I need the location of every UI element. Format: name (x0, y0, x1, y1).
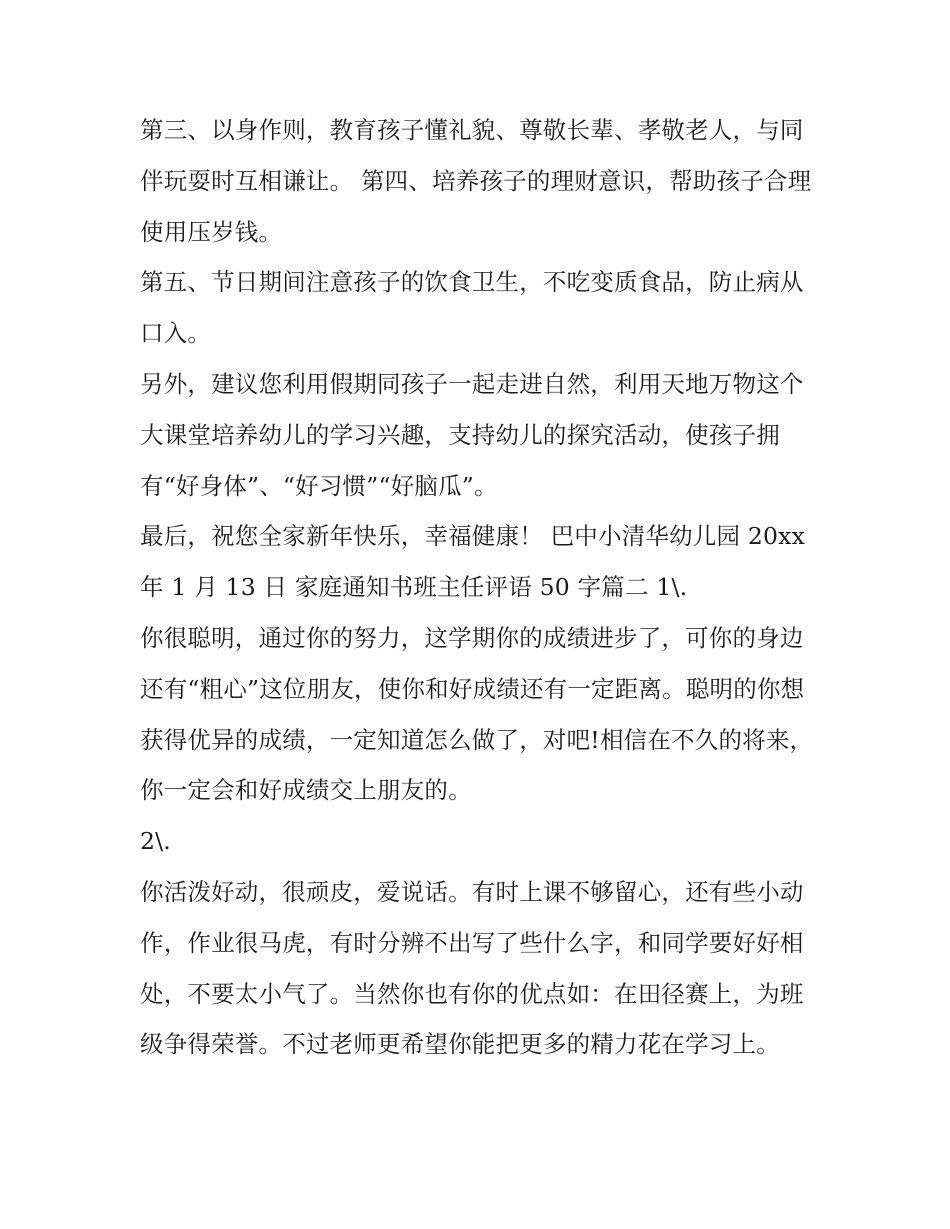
paragraph-manners-finance: 第三、以身作则，教育孩子懂礼貌、尊敬长辈、孝敬老人，与同伴玩耍时互相谦让。 第四、培养孩子的理财意识，帮助孩子合理使用压岁钱。 (140, 116, 812, 246)
paragraph-number-2: 2\. (140, 827, 171, 856)
paragraph-food-hygiene: 第五、节日期间注意孩子的饮食卫生，不吃变质食品，防止病从口入。 (140, 268, 804, 348)
document-page (140, 105, 820, 1070)
paragraph-comment-2: 你活泼好动，很顽皮，爱说话。有时上课不够留心，还有些小动作，作业很马虎，有时分辨不出写了些什么字，和同学要好好相处，不要太小气了。当然你也有你的优点如：在田径赛上，为班级争得荣誉。不过老师更希望你能把更多的精力花在学习上。 (140, 877, 804, 1059)
paragraph-nature-learning: 另外，建议您利用假期同孩子一起走进自然，利用天地万物这个大课堂培养幼儿的学习兴趣，支持幼儿的探究活动，使孩子拥有“好身体”、“好习惯”“好脑瓜”。 (140, 369, 804, 500)
paragraph-closing-signature: 最后，祝您全家新年快乐，幸福健康！ 巴中小清华幼儿园 20xx 年 1 月 13 日 家庭通知书班主任评语 50 字篇二 1\. (140, 522, 806, 602)
paragraph-comment-1: 你很聪明，通过你的努力，这学期你的成绩进步了，可你的身边还有“粗心”这位朋友，使你和好成绩还有一定距离。聪明的你想获得优异的成绩，一定知道怎么做了，对吧!相信在不久的将来，你一定会和好成绩交上朋友的。 (140, 623, 814, 805)
